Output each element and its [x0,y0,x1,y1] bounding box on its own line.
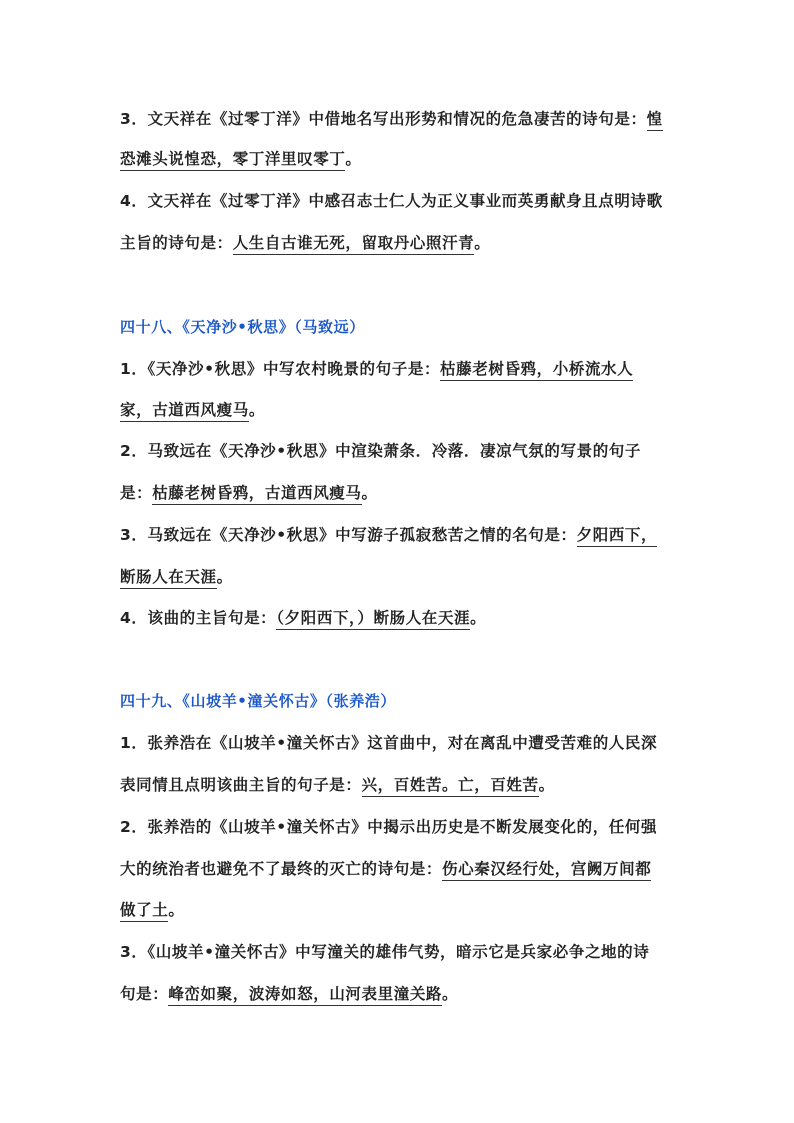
question-text: 主旨的诗句是： [120,234,233,252]
answer-text: 枯藤老树昏鸦，古道西风瘦马 [152,484,361,505]
q48-3-line1 [120,523,657,547]
q48-1-line2 [120,398,265,422]
punctuation: 。 [248,401,265,419]
q47-4-line2 [120,231,490,255]
question-text: 2．马致远在《天净沙•秋思》中渲染萧条．冷落．凄凉气氛的写景的句子 [120,442,641,460]
section-title: 四十九、《山坡羊•潼关怀古》（张养浩） [120,692,396,710]
q49-1-line1 [120,731,657,755]
q48-2-line2 [120,481,378,505]
question-text: 大的统治者也避免不了最终的灭亡的诗句是： [120,860,443,878]
punctuation: 。 [470,609,487,627]
punctuation: 。 [216,568,233,586]
question-text: 1．张养浩在《山坡羊•潼关怀古》这首曲中，对在离乱中遭受苦难的人民深 [120,734,658,752]
punctuation: 。 [474,234,491,252]
question-text: 3．马致远在《天净沙•秋思》中写游子孤寂愁苦之情的名句是： [120,526,577,544]
question-text: 是： [120,484,153,502]
punctuation: 。 [538,776,555,794]
q48-4-line1 [120,606,486,630]
answer-text: 兴，百姓苦。亡，百姓苦 [362,776,539,797]
answer-text: 人生自古谁无死，留取丹心照汗青 [233,234,475,255]
question-text: 句是： [120,985,169,1003]
q49-1-line2 [120,773,555,797]
question-text: 表同情且点明该曲主旨的句子是： [120,776,362,794]
q49-2-line3 [120,898,184,922]
section-48-heading [120,315,365,339]
question-text: 4．该曲的主旨句是： [120,609,277,627]
section-title: 四十八、《天净沙•秋思》（马致远） [120,318,365,336]
q47-4-line1 [120,189,663,213]
q48-2-line1 [120,439,641,463]
section-49-heading [120,689,396,713]
answer-text: （夕阳西下，）断肠人在天涯 [276,609,470,630]
answer-text: 枯藤老树昏鸦，小桥流水人 [440,360,633,381]
answer-text: 家，古道西风瘦马 [120,401,249,422]
question-text: 3．《山坡羊•潼关怀古》中写潼关的雄伟气势，暗示它是兵家必争之地的诗 [120,943,650,961]
q49-2-line1 [120,815,657,839]
q47-3-line2 [120,147,362,171]
answer-text: 做了土 [120,901,168,922]
answer-text: 断肠人在天涯 [120,568,217,589]
question-text: 3．文天祥在《过零丁洋》中借地名写出形势和情况的危急凄苦的诗句是： [120,110,647,128]
punctuation: 。 [168,901,185,919]
q47-3-line1 [120,107,663,131]
q48-3-line2 [120,565,233,589]
q48-1-line1 [120,357,633,381]
question-text: 2．张养浩的《山坡羊•潼关怀古》中揭示出历史是不断发展变化的，任何强 [120,818,658,836]
q49-3-line1 [120,940,649,964]
punctuation: 。 [361,484,378,502]
question-text: 1．《天净沙•秋思》中写农村晚景的句子是： [120,360,441,378]
punctuation: 。 [345,150,362,168]
question-text: 4．文天祥在《过零丁洋》中感召志士仁人为正义事业而英勇献身且点明诗歌 [120,192,663,210]
answer-text: 惶 [647,110,663,131]
punctuation: 。 [442,985,459,1003]
q49-3-line2 [120,982,458,1006]
answer-text: 峰峦如聚，波涛如怒，山河表里潼关路 [168,985,442,1006]
q49-2-line2 [120,857,651,881]
answer-text: 夕阳西下， [577,526,658,547]
answer-text: 伤心秦汉经行处，宫阙万间都 [442,860,651,881]
answer-text: 恐滩头说惶恐，零丁洋里叹零丁 [120,150,345,171]
